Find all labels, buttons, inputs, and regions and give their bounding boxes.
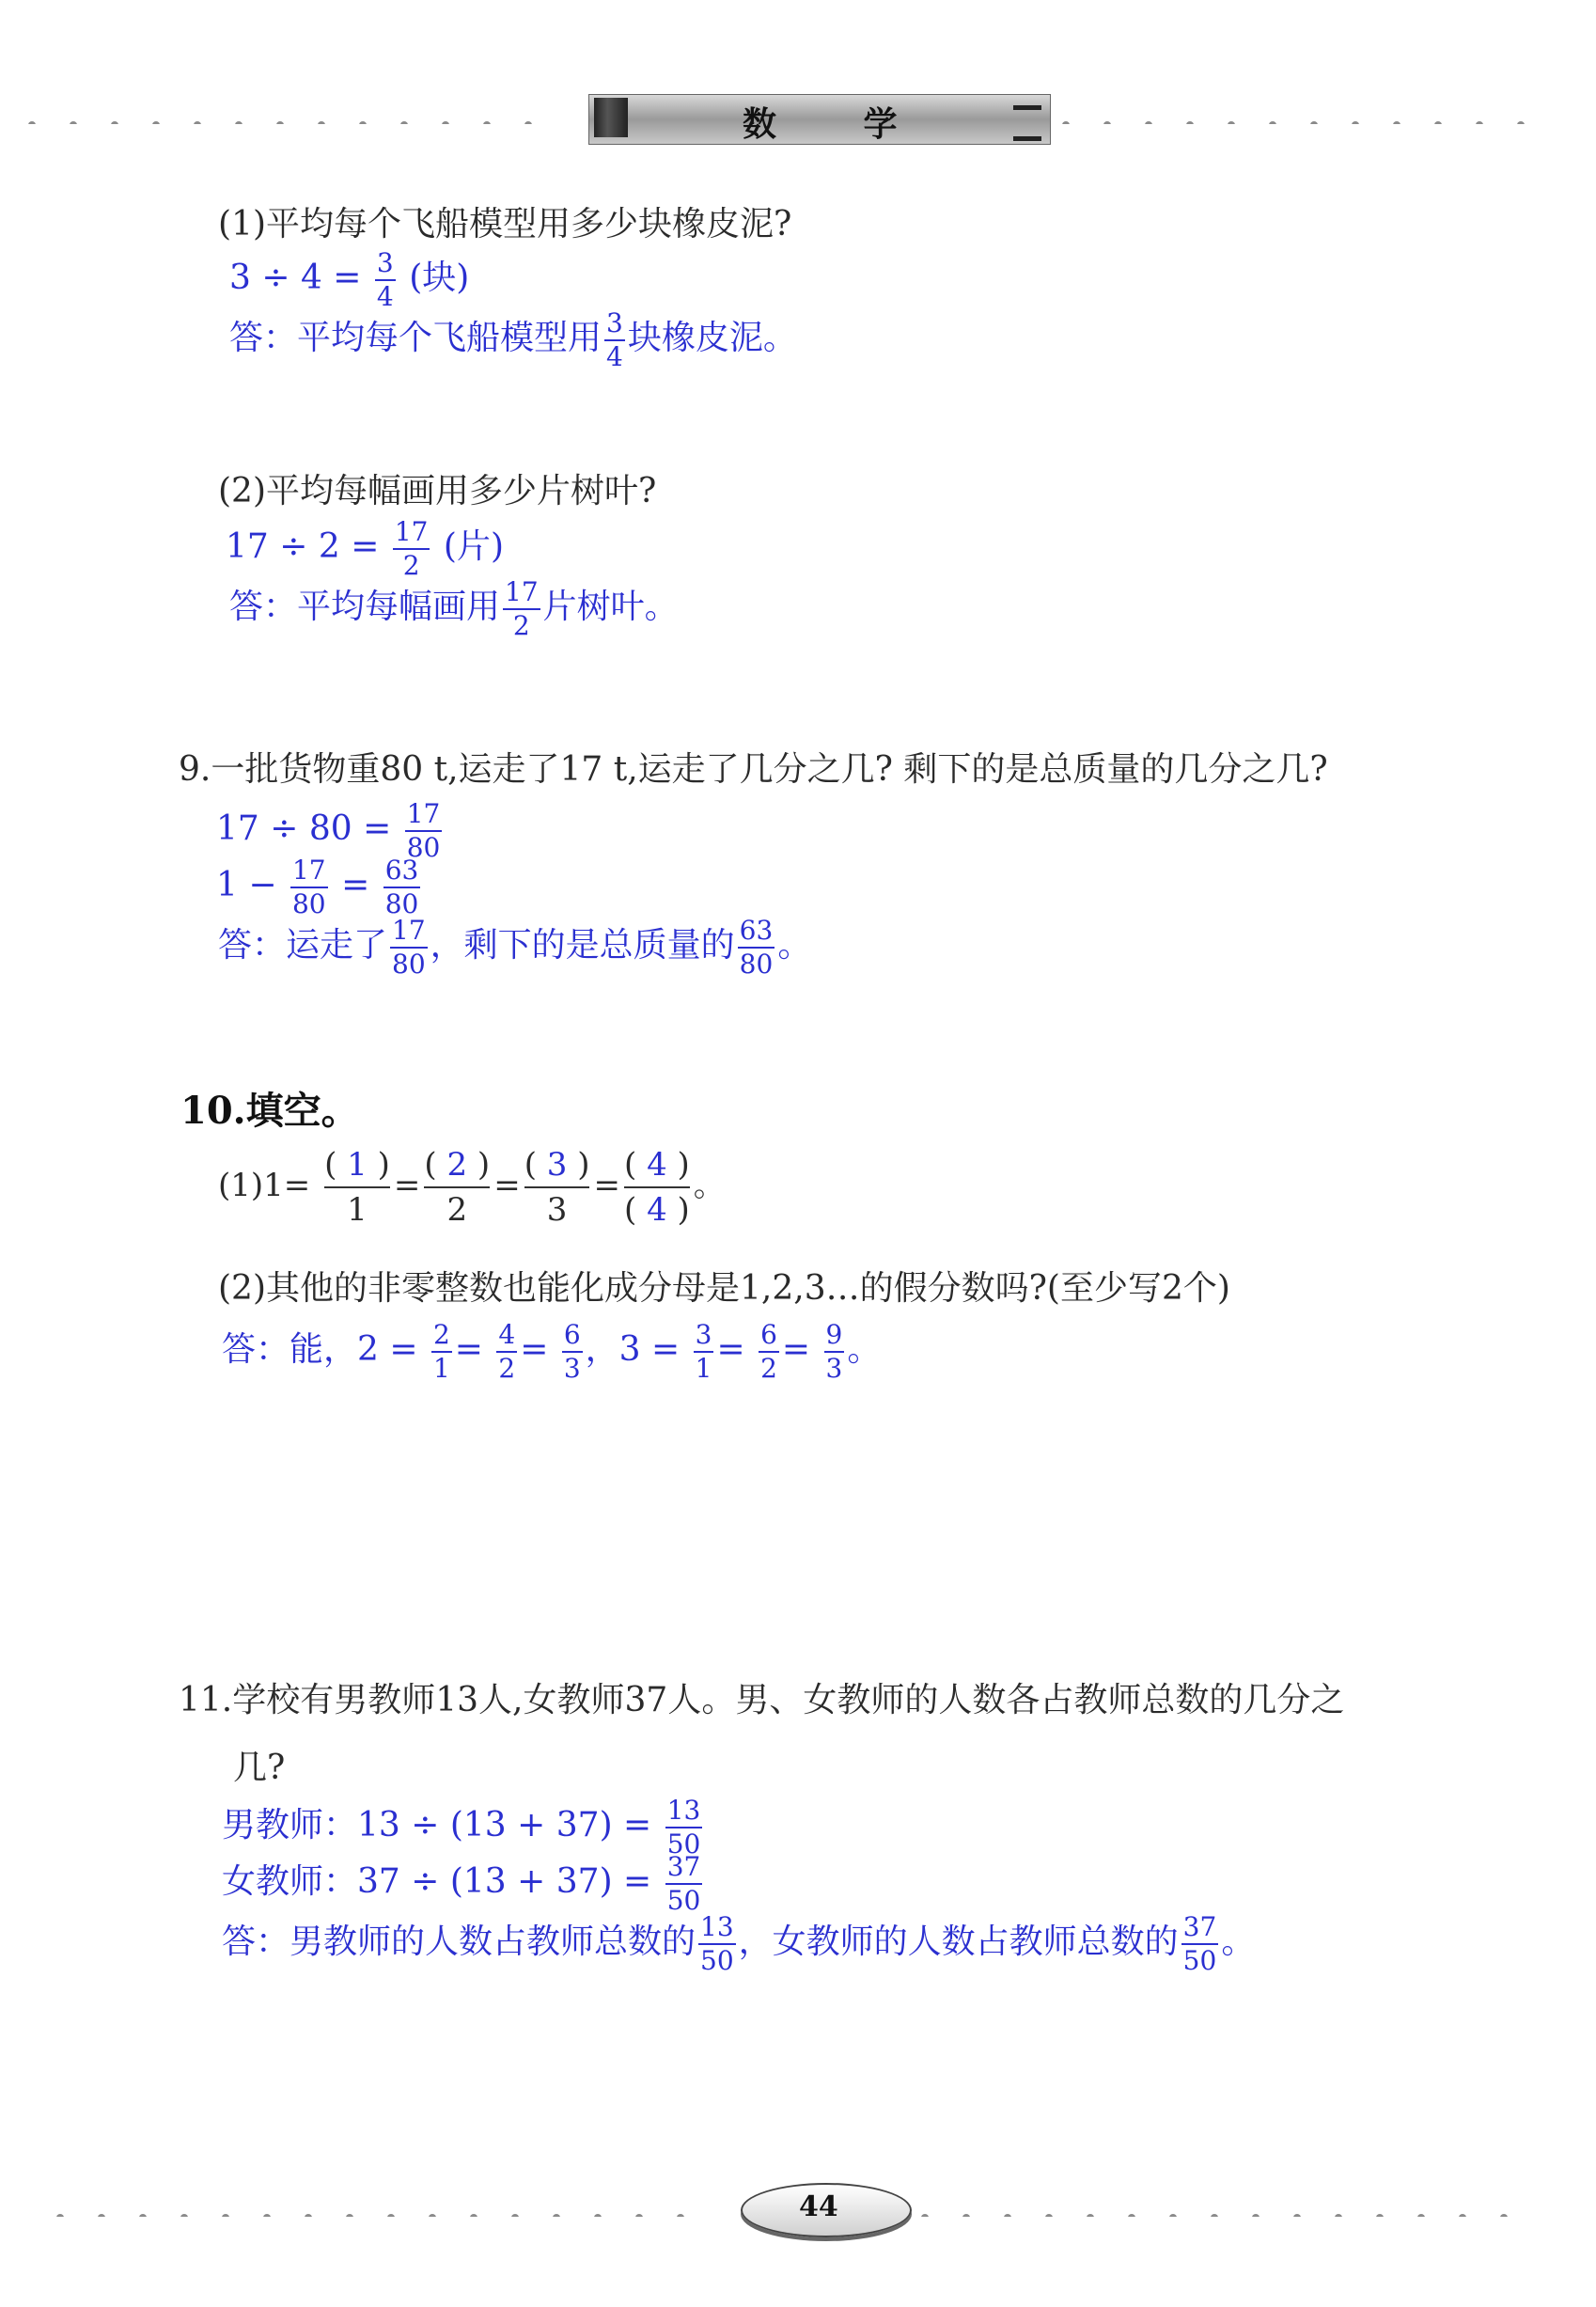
q8-p1-answer: 答：平均每个飞船模型用 $\frac{3}{4}$ 块橡皮泥。 xyxy=(229,307,797,372)
page-subject-title: 数 学 xyxy=(743,104,935,144)
q9-answer-fraction-2: $\frac{63}{80}$ xyxy=(739,915,774,980)
q8-p1-calc-left: 3 ÷ 4 = xyxy=(229,259,362,297)
q11-male-calc: 男教师：13 ÷ (13 + 37) = $\frac{13}{50}$ xyxy=(222,1795,701,1860)
q11-answer-fraction-1: $\frac{13}{50}$ xyxy=(700,1911,734,1976)
q11-question-line1: 11.学校有男教师13人,女教师37人。男、女教师的人数各占教师总数的几分之 xyxy=(179,1681,1345,1719)
q8-p1-answer-fraction: $\frac{3}{4}$ xyxy=(606,307,623,372)
q8-p2-question: (2)平均每幅画用多少片树叶? xyxy=(218,472,657,510)
q8-p1-question: (1)平均每个飞船模型用多少块橡皮泥? xyxy=(218,205,792,243)
bars-icon xyxy=(1013,105,1041,141)
q8-p2-calc: 17 ÷ 2 = $\frac{17}{2}$ (片) xyxy=(226,516,505,581)
q8-p2-answer: 答：平均每幅画用 $\frac{17}{2}$ 片树叶。 xyxy=(229,576,679,641)
q9-question: 9.一批货物重80 t,运走了17 t,运走了几分之几? 剩下的是总质量的几分之几? xyxy=(179,750,1328,789)
q8-p2-answer-fraction: $\frac{17}{2}$ xyxy=(505,576,539,641)
q9-answer: 答：运走了 $\frac{17}{80}$ ，剩下的是总质量的 $\frac{63}{80}$ 。 xyxy=(218,915,812,980)
q10-p1: (1)1= $\frac{( 1 )}{1}$ = $\frac{( 2 )}{2}$ = $\frac{( 3 )}{3}$ = $\frac{( 4 )}{( 4 )}$ 。 xyxy=(218,1146,726,1229)
q10-p2-fraction-1: $\frac{2}{1}$ xyxy=(432,1319,450,1384)
q10-p2-fraction-5: $\frac{6}{2}$ xyxy=(760,1319,777,1384)
q11-question-line2: 几? xyxy=(233,1749,286,1787)
q8-p1-calc-unit: (块) xyxy=(409,259,470,297)
q9-answer-fraction-1: $\frac{17}{80}$ xyxy=(392,915,426,980)
q8-p2-calc-fraction: $\frac{17}{2}$ xyxy=(394,516,429,581)
q11-male-fraction: $\frac{13}{50}$ xyxy=(666,1795,701,1860)
q11-female-fraction: $\frac{37}{50}$ xyxy=(666,1851,701,1916)
header-dots-left xyxy=(28,115,573,124)
q11-female-calc: 女教师：37 ÷ (13 + 37) = $\frac{37}{50}$ xyxy=(222,1851,701,1916)
q10-p1-fraction-1: $\frac{( 1 )}{1}$ xyxy=(324,1146,390,1229)
q10-p2-fraction-4: $\frac{3}{1}$ xyxy=(695,1319,712,1384)
q10-p2-question: (2)其他的非零整数也能化成分母是1,2,3…的假分数吗?(至少写2个) xyxy=(218,1269,1230,1308)
q9-line2-fraction-1: $\frac{17}{80}$ xyxy=(291,855,326,919)
q9-line2: 1 − $\frac{17}{80}$ = $\frac{63}{80}$ xyxy=(216,855,419,919)
q11-answer: 答：男教师的人数占教师总数的 $\frac{13}{50}$ ，女教师的人数占教师总数的 $\frac{37}{50}$ 。 xyxy=(222,1911,1256,1976)
q10-p1-fraction-3: $\frac{( 3 )}{3}$ xyxy=(524,1146,590,1229)
q10-p1-fraction-2: $\frac{( 2 )}{2}$ xyxy=(424,1146,491,1229)
q10-p2-answer: 答：能，2 = $\frac{2}{1}$ = $\frac{4}{2}$ = $\frac{6}{3}$ ，3 = $\frac{3}{1}$ = $\frac{6}{2}$ = $\frac{9}{3}$ 。 xyxy=(222,1319,882,1384)
header-dots-right xyxy=(1062,115,1588,124)
q10-p2-fraction-2: $\frac{4}{2}$ xyxy=(498,1319,516,1384)
q10-p2-fraction-3: $\frac{6}{3}$ xyxy=(563,1319,581,1384)
footer-dots-right xyxy=(921,2207,1579,2217)
q10-p1-fraction-4: $\frac{( 4 )}{( 4 )}$ xyxy=(623,1146,690,1229)
book-icon xyxy=(594,98,628,137)
footer-dots-left xyxy=(56,2207,733,2217)
q8-p1-calc xyxy=(229,247,470,312)
q9-line1: 17 ÷ 80 = $\frac{17}{80}$ xyxy=(216,798,441,863)
q8-p1-calc-fraction: $\frac{3}{4}$ xyxy=(376,247,394,312)
q11-answer-fraction-2: $\frac{37}{50}$ xyxy=(1182,1911,1217,1976)
q10-title: 10.填空。 xyxy=(180,1089,359,1133)
page-number: 44 xyxy=(799,2190,838,2223)
q9-line1-fraction: $\frac{17}{80}$ xyxy=(406,798,441,863)
q9-line2-fraction-2: $\frac{63}{80}$ xyxy=(384,855,419,919)
q10-p2-fraction-6: $\frac{9}{3}$ xyxy=(825,1319,843,1384)
